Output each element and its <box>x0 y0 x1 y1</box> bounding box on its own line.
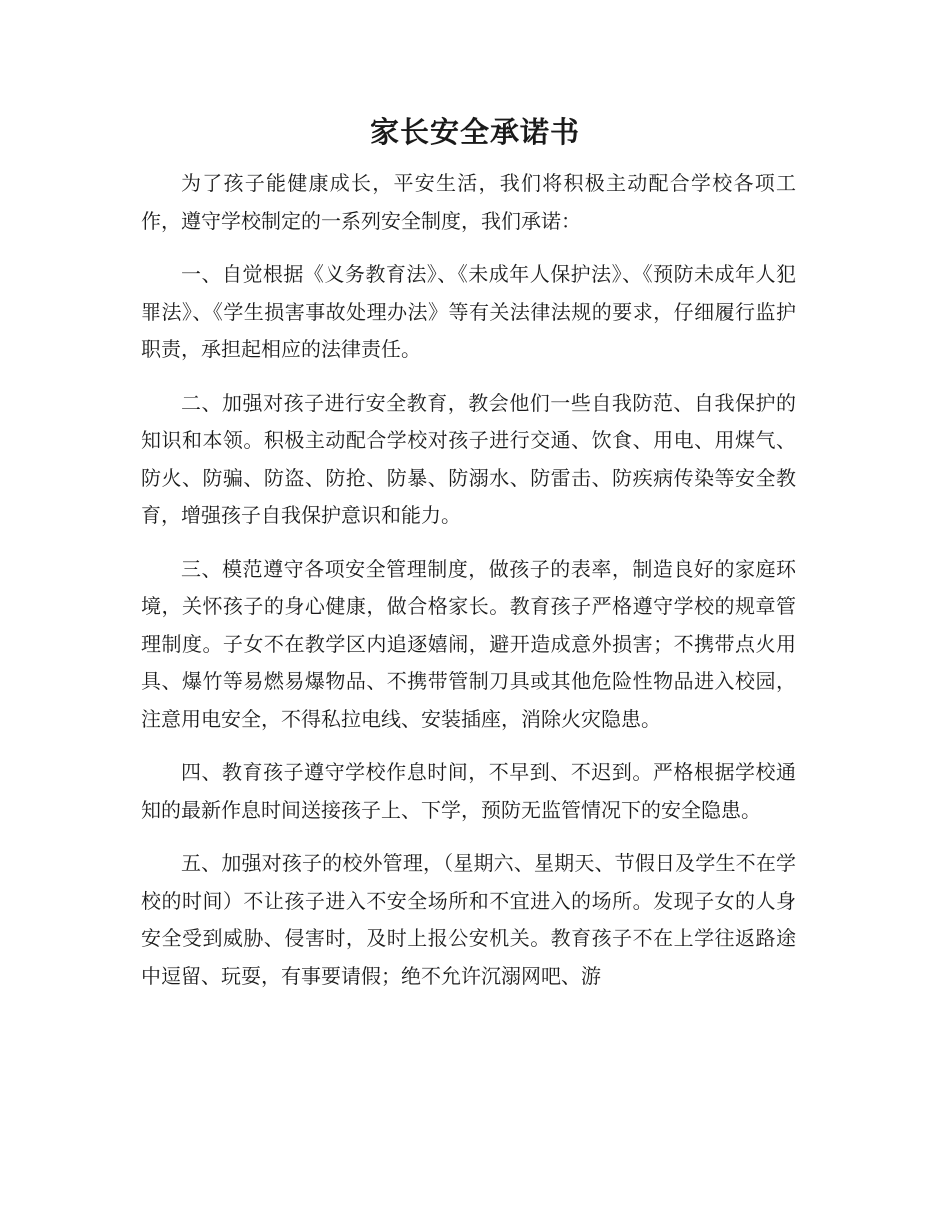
paragraph-intro: 为了孩子能健康成长，平安生活，我们将积极主动配合学校各项工作，遵守学校制定的一系列安全制度，我们承诺： <box>141 171 796 233</box>
document-body <box>141 165 796 1011</box>
paragraph-item-4: 四、教育孩子遵守学校作息时间，不早到、不迟到。严格根据学校通知的最新作息时间送接孩子上、下学，预防无监管情况下的安全隐患。 <box>141 760 796 822</box>
paragraph-item-3: 三、模范遵守各项安全管理制度，做孩子的表率，制造良好的家庭环境，关怀孩子的身心健康，做合格家长。教育孩子严格遵守学校的规章管理制度。子女不在教学区内追逐嬉闹，避开造成意外损害；不携带点火用具、爆竹等易燃易爆物品、不携带管制刀具或其他危险性物品进入校园，注意用电安全，不得私拉电线、安装插座，消除火灾隐患。 <box>141 556 796 731</box>
paragraph-item-2: 二、加强对孩子进行安全教育，教会他们一些自我防范、自我保护的知识和本领。积极主动配合学校对孩子进行交通、饮食、用电、用煤气、防火、防骗、防盗、防抢、防暴、防溺水、防雷击、防疾病传染等安全教育，增强孩子自我保护意识和能力。 <box>141 390 796 527</box>
paragraph-item-1: 一、自觉根据《义务教育法》、《未成年人保护法》、《预防未成年人犯罪法》、《学生损害事故处理办法》等有关法律法规的要求，仔细履行监护职责，承担起相应的法律责任。 <box>141 262 796 361</box>
paragraph-item-5: 五、加强对孩子的校外管理，（星期六、星期天、节假日及学生不在学校的时间）不让孩子进入不安全场所和不宜进入的场所。发现子女的人身安全受到威胁、侵害时，及时上报公安机关。教育孩子不在上学往返路途中逗留、玩耍，有事要请假；绝不允许沉溺网吧、游 <box>141 851 796 988</box>
document-title: 家长安全承诺书 <box>369 115 580 149</box>
